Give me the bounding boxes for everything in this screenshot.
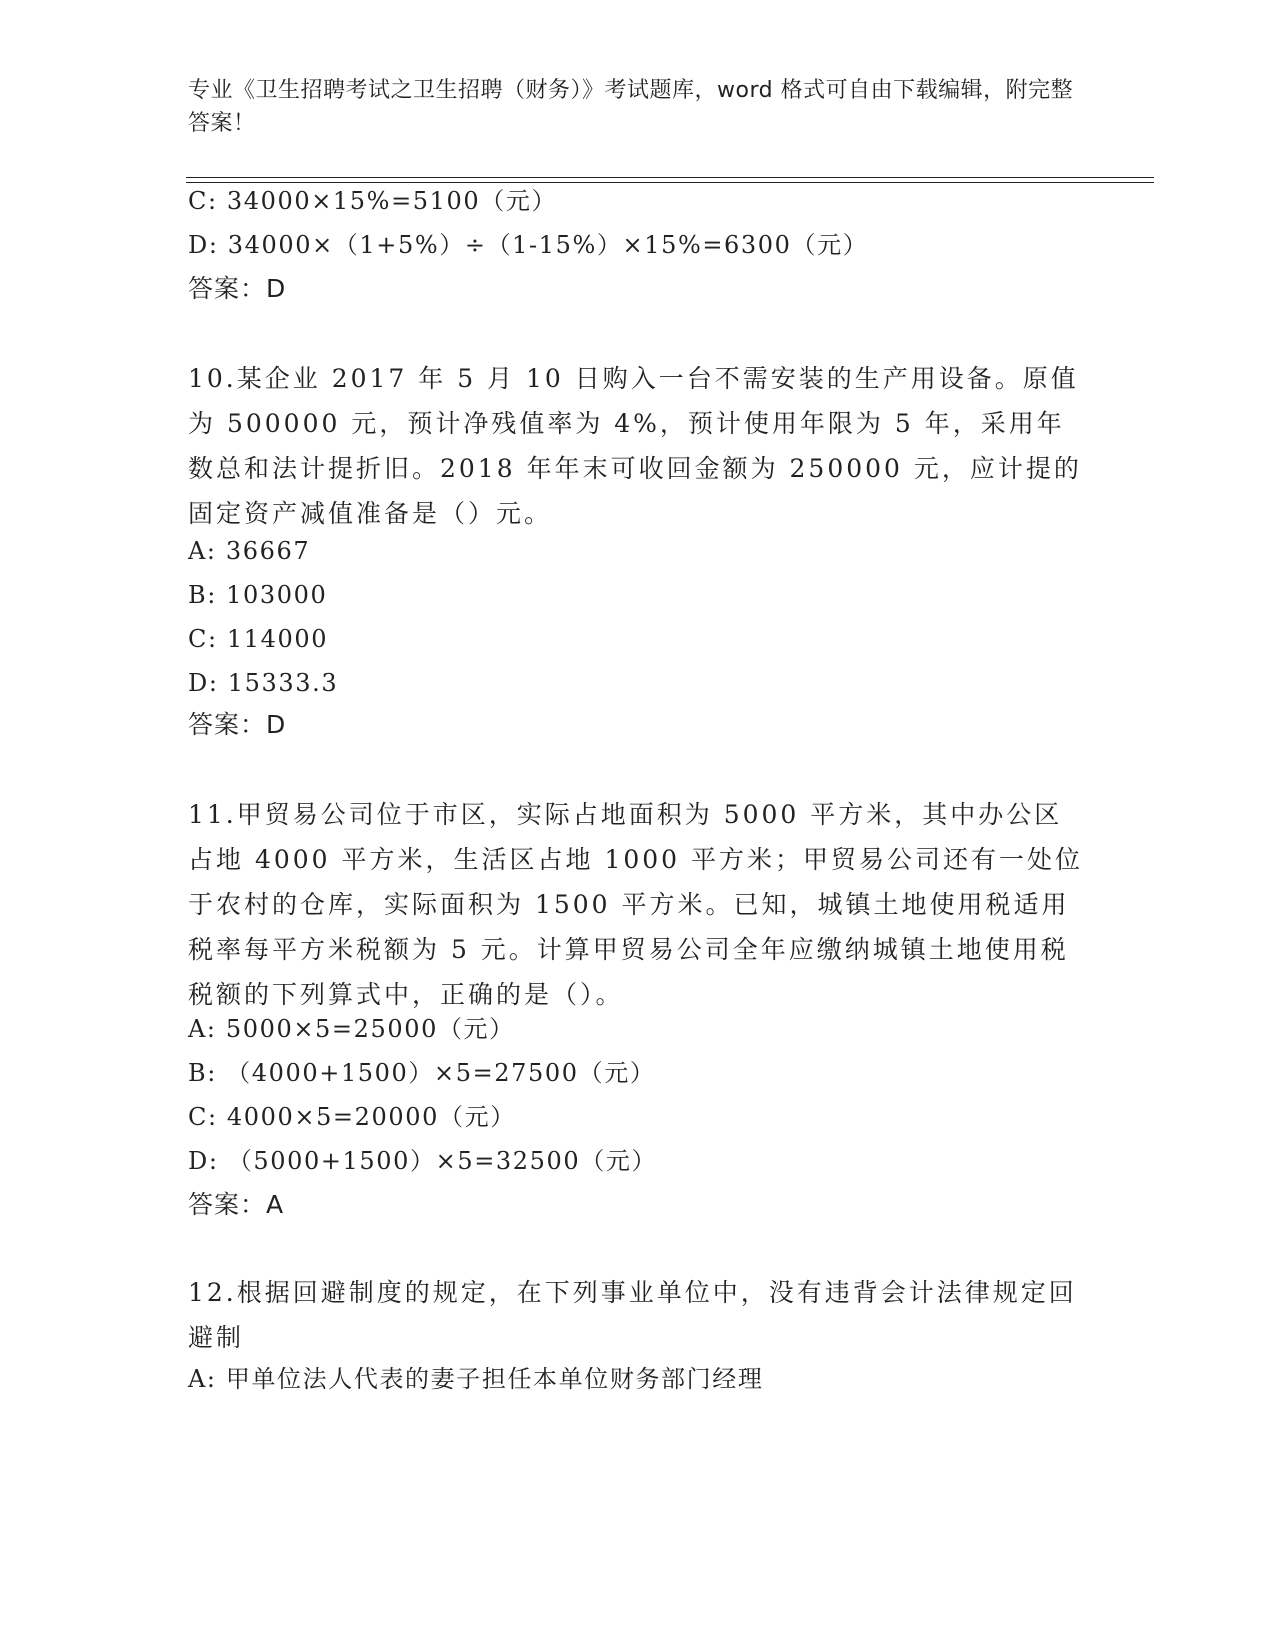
q10-option-a: A: 36667 bbox=[188, 537, 311, 565]
q10-answer: 答案：D bbox=[188, 710, 287, 739]
header-divider-bottom bbox=[186, 182, 1154, 183]
q12-option-a: A: 甲单位法人代表的妻子担任本单位财务部门经理 bbox=[188, 1365, 764, 1393]
q11-option-d: D: （5000+1500）×5=32500（元） bbox=[188, 1147, 658, 1175]
q12-stem: 12.根据回避制度的规定，在下列事业单位中，没有违背会计法律规定回避制 bbox=[188, 1278, 1077, 1352]
prev-option-c: C: 34000×15%=5100（元） bbox=[188, 187, 558, 215]
prev-answer: 答案：D bbox=[188, 274, 287, 303]
q11-answer: 答案：A bbox=[188, 1190, 285, 1219]
prev-option-d: D: 34000×（1+5%）÷（1-15%）×15%=6300（元） bbox=[188, 231, 869, 259]
q10-option-d: D: 15333.3 bbox=[188, 669, 339, 697]
document-header: 专业《卫生招聘考试之卫生招聘（财务）》考试题库，word 格式可自由下载编辑，附完整答案！ bbox=[188, 78, 1074, 136]
q11-stem: 11.甲贸易公司位于市区，实际占地面积为 5000 平方米，其中办公区占地 4000 平方米，生活区占地 1000 平方米；甲贸易公司还有一处位于农村的仓库，实际面积为 1500 平方米。已知，城镇土地使用税适用税率每平方米税额为 5 元。计算甲贸易公司全年应缴纳城镇土地使用税税额的下列算式中，正确的是（）。 bbox=[188, 800, 1084, 1009]
q11-option-b: B: （4000+1500）×5=27500（元） bbox=[188, 1059, 656, 1087]
q11-option-c: C: 4000×5=20000（元） bbox=[188, 1103, 516, 1131]
q10-option-b: B: 103000 bbox=[188, 581, 328, 609]
q11-option-a: A: 5000×5=25000（元） bbox=[188, 1015, 515, 1043]
q10-stem: 10.某企业 2017 年 5 月 10 日购入一台不需安装的生产用设备。原值为 500000 元，预计净残值率为 4%，预计使用年限为 5 年，采用年数总和法计提折旧。2018 年年末可收回金额为 250000 元，应计提的固定资产减值准备是（）元。 bbox=[188, 364, 1082, 528]
q10-option-c: C: 114000 bbox=[188, 625, 329, 653]
header-divider-top bbox=[186, 177, 1154, 178]
